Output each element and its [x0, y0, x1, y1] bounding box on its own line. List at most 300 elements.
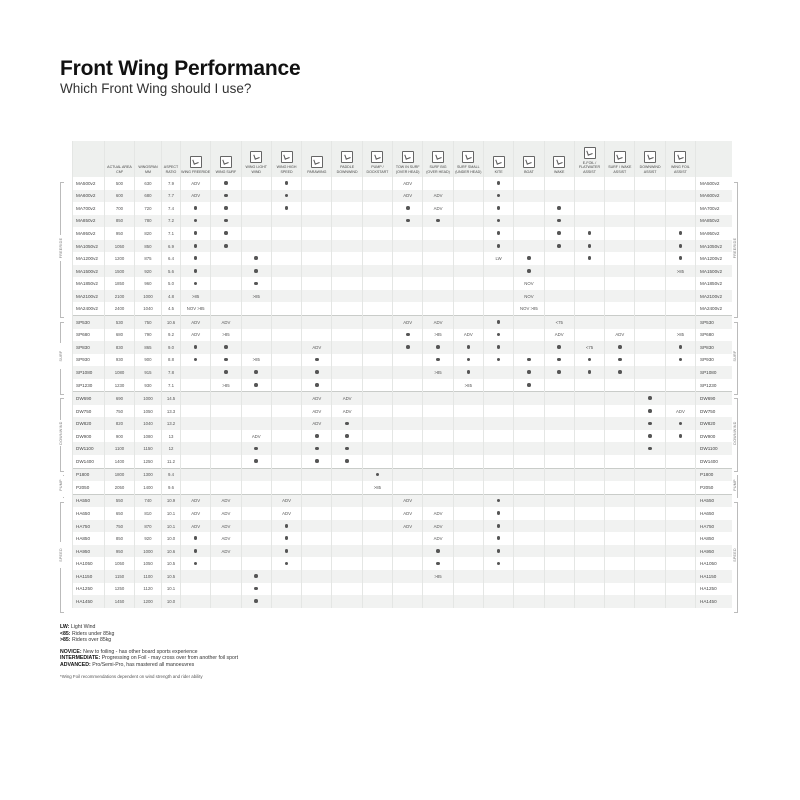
recommended-dot — [467, 370, 471, 374]
rating-cell — [393, 202, 423, 215]
rating-cell — [453, 494, 483, 507]
paddle-downwind-icon — [341, 151, 353, 163]
aspect-ratio: 10.1 — [162, 583, 181, 596]
rating-cell — [635, 366, 665, 379]
rating-cell — [241, 507, 271, 520]
kite-icon — [493, 156, 505, 168]
model-name-right: MA600v2 — [696, 190, 732, 203]
rating-cell — [574, 215, 604, 228]
rating-cell — [423, 468, 453, 481]
rating-cell — [181, 557, 211, 570]
model-name-right: MA1500v2 — [696, 265, 732, 278]
rating-cell — [574, 316, 604, 329]
rating-cell — [514, 442, 544, 455]
table-row — [73, 215, 732, 228]
model-name-right: MA950v2 — [696, 227, 732, 240]
wake-icon — [553, 156, 565, 168]
rating-cell — [605, 302, 635, 315]
rating-cell — [241, 329, 271, 342]
wingspan: 920 — [135, 532, 162, 545]
rating-cell — [302, 240, 332, 253]
rating-cell — [665, 595, 695, 608]
actual-area: 1050 — [105, 240, 135, 253]
spec-header: WINGSPAN MM — [135, 141, 162, 177]
discipline-label: SURF / WAKE ASSIST — [608, 165, 632, 174]
rating-cell — [393, 417, 423, 430]
rating-cell — [544, 240, 574, 253]
rating-cell — [393, 227, 423, 240]
actual-area: 530 — [105, 316, 135, 329]
rating-cell — [302, 430, 332, 443]
rating-cell: ADV — [393, 507, 423, 520]
rating-cell — [393, 265, 423, 278]
recommended-dot — [588, 244, 592, 248]
table-row — [73, 354, 732, 367]
rating-cell: ADV — [423, 520, 453, 533]
rating-cell — [211, 557, 241, 570]
rating-cell — [483, 265, 513, 278]
rating-cell — [241, 455, 271, 468]
model-name-right: P1800 — [696, 468, 732, 481]
model-name-right: P2050 — [696, 481, 732, 494]
rating-cell — [514, 341, 544, 354]
rating-cell — [393, 595, 423, 608]
rating-cell — [514, 354, 544, 367]
rating-cell — [271, 442, 301, 455]
rating-cell — [393, 545, 423, 558]
rating-cell — [574, 379, 604, 392]
recommended-dot — [679, 244, 683, 248]
rating-cell — [605, 557, 635, 570]
rating-cell — [605, 481, 635, 494]
aspect-ratio: 4.5 — [162, 302, 181, 315]
model-name-right: DW690 — [696, 392, 732, 405]
wingspan: 1000 — [135, 545, 162, 558]
recommended-dot — [254, 256, 258, 260]
rating-cell — [574, 442, 604, 455]
recommended-dot — [497, 194, 501, 198]
rating-cell — [181, 442, 211, 455]
model-name: HA950 — [73, 545, 105, 558]
rating-cell: >85 — [423, 329, 453, 342]
rating-cell — [181, 277, 211, 290]
rating-cell — [574, 494, 604, 507]
rating-cell — [605, 570, 635, 583]
wingspan: 790 — [135, 329, 162, 342]
rating-cell — [635, 595, 665, 608]
rating-cell — [665, 341, 695, 354]
table-row — [73, 329, 732, 342]
actual-area: 930 — [105, 354, 135, 367]
rating-cell — [362, 366, 392, 379]
rating-cell — [423, 215, 453, 228]
legend-text: Pro/Semi-Pro, has mastered all manoeuvres — [92, 661, 195, 668]
rating-cell — [665, 442, 695, 455]
rating-cell — [574, 366, 604, 379]
rating-cell — [514, 227, 544, 240]
rating-cell — [362, 595, 392, 608]
rating-cell — [423, 583, 453, 596]
rating-cell — [605, 532, 635, 545]
rating-cell — [362, 494, 392, 507]
rating-cell — [423, 557, 453, 570]
rating-cell — [241, 265, 271, 278]
recommended-dot — [527, 269, 531, 273]
rating-cell: NOV — [514, 290, 544, 303]
discipline-header — [362, 141, 392, 177]
recommended-dot — [648, 422, 652, 426]
rating-cell — [332, 583, 362, 596]
recommended-dot — [467, 345, 471, 349]
rating-cell — [271, 468, 301, 481]
recommended-dot — [406, 219, 410, 223]
wingspan: 1000 — [135, 290, 162, 303]
discipline-header — [211, 141, 241, 177]
rating-cell — [514, 430, 544, 443]
rating-cell — [271, 583, 301, 596]
table-row — [73, 481, 732, 494]
rating-cell — [423, 252, 453, 265]
discipline-label: WING HIGH SPEED — [276, 165, 297, 174]
rating-cell — [211, 405, 241, 418]
rating-cell: ADV — [393, 494, 423, 507]
rating-cell — [635, 532, 665, 545]
rating-cell — [241, 202, 271, 215]
recommended-dot — [406, 333, 410, 337]
rating-cell — [423, 379, 453, 392]
rating-cell — [211, 430, 241, 443]
rating-cell — [574, 545, 604, 558]
rating-cell — [393, 532, 423, 545]
rating-cell — [574, 202, 604, 215]
discipline-label: WING FOIL ASSIST — [671, 165, 690, 174]
rating-cell — [362, 468, 392, 481]
rating-cell — [635, 215, 665, 228]
discipline-label: TOW IN SURF (OVER HEAD) — [395, 165, 420, 174]
rating-cell — [544, 177, 574, 190]
legend-text: Progressing on Foil - may cross over from another foil sport — [101, 655, 239, 662]
rating-cell — [362, 329, 392, 342]
legend-key: NOVICE: — [60, 648, 82, 655]
rating-cell — [393, 302, 423, 315]
recommended-dot — [194, 219, 198, 223]
rating-cell — [665, 252, 695, 265]
rating-cell: ADV — [423, 507, 453, 520]
aspect-ratio: 13 — [162, 430, 181, 443]
rating-cell — [514, 557, 544, 570]
rating-cell — [362, 583, 392, 596]
discipline-label: PARAWING — [307, 169, 327, 174]
recommended-dot — [557, 345, 561, 349]
rating-cell — [332, 532, 362, 545]
rating-cell — [271, 532, 301, 545]
rating-cell — [544, 405, 574, 418]
wingspan: 750 — [135, 316, 162, 329]
model-name-right: MA1050v2 — [696, 240, 732, 253]
rating-cell — [393, 570, 423, 583]
rating-cell: ADV — [211, 520, 241, 533]
rating-cell — [332, 468, 362, 481]
rating-cell — [605, 417, 635, 430]
table-row — [73, 227, 732, 240]
recommended-dot — [497, 511, 501, 515]
rating-cell — [544, 252, 574, 265]
rating-cell — [302, 583, 332, 596]
rating-cell: ADV — [605, 329, 635, 342]
rating-cell — [271, 520, 301, 533]
rating-cell — [483, 481, 513, 494]
rating-cell — [635, 481, 665, 494]
aspect-ratio: 9.6 — [162, 481, 181, 494]
rating-cell — [332, 442, 362, 455]
rating-cell: ADV — [181, 494, 211, 507]
rating-cell — [605, 545, 635, 558]
recommended-dot — [588, 358, 592, 362]
model-name: HA1150 — [73, 570, 105, 583]
rating-cell — [483, 455, 513, 468]
model-name-right: DW1100 — [696, 442, 732, 455]
rating-cell — [271, 455, 301, 468]
rating-cell — [332, 329, 362, 342]
rating-cell — [332, 595, 362, 608]
wingspan: 1120 — [135, 583, 162, 596]
rating-cell — [271, 595, 301, 608]
rating-cell — [271, 190, 301, 203]
rating-cell — [271, 202, 301, 215]
rating-cell — [605, 354, 635, 367]
rating-cell — [241, 366, 271, 379]
rating-cell — [302, 290, 332, 303]
rating-cell — [665, 227, 695, 240]
rating-cell — [302, 595, 332, 608]
rating-cell — [453, 417, 483, 430]
rating-cell — [665, 494, 695, 507]
actual-area: 700 — [105, 202, 135, 215]
rating-cell — [241, 557, 271, 570]
rating-cell: ADV — [211, 507, 241, 520]
rating-cell — [453, 302, 483, 315]
discipline-header — [393, 141, 423, 177]
discipline-label: WING FREERIDE — [181, 169, 211, 174]
wingspan: 1200 — [135, 595, 162, 608]
recommended-dot — [497, 358, 501, 362]
rating-cell — [453, 405, 483, 418]
recommended-dot — [345, 422, 349, 426]
model-name-right: MA1200v2 — [696, 252, 732, 265]
rating-cell — [544, 366, 574, 379]
spec-header — [73, 141, 105, 177]
rating-cell: ADV — [211, 545, 241, 558]
rating-cell — [514, 595, 544, 608]
actual-area: 1050 — [105, 557, 135, 570]
wing-high-speed-icon — [281, 151, 293, 163]
rating-cell — [635, 520, 665, 533]
recommended-dot — [436, 345, 440, 349]
rating-cell — [453, 341, 483, 354]
recommended-dot — [557, 206, 561, 210]
rating-cell — [453, 392, 483, 405]
recommended-dot — [376, 473, 380, 477]
rating-cell — [514, 494, 544, 507]
rating-cell — [423, 341, 453, 354]
model-name: DW1400 — [73, 455, 105, 468]
discipline-label: SURF BIG (OVER HEAD) — [426, 165, 450, 174]
rating-cell — [332, 557, 362, 570]
rating-cell — [453, 595, 483, 608]
wingspan: 870 — [135, 520, 162, 533]
rating-cell: ADV — [544, 329, 574, 342]
rating-cell — [271, 405, 301, 418]
rating-cell — [605, 316, 635, 329]
rating-cell — [514, 455, 544, 468]
aspect-ratio: 11.2 — [162, 455, 181, 468]
rating-cell — [211, 481, 241, 494]
actual-area: 500 — [105, 177, 135, 190]
rating-cell — [332, 481, 362, 494]
rating-cell — [211, 202, 241, 215]
model-name: HA550 — [73, 494, 105, 507]
rating-cell — [544, 468, 574, 481]
wing-light-wind-icon — [250, 151, 262, 163]
rating-cell — [362, 190, 392, 203]
rating-cell — [271, 379, 301, 392]
rating-cell — [453, 240, 483, 253]
rating-cell — [635, 379, 665, 392]
wingspan: 960 — [135, 277, 162, 290]
rating-cell: ADV — [423, 316, 453, 329]
model-name-right: HA1150 — [696, 570, 732, 583]
rating-cell — [665, 190, 695, 203]
rating-cell — [423, 392, 453, 405]
discipline-header — [665, 141, 695, 177]
rating-cell — [302, 379, 332, 392]
model-name: HA1250 — [73, 583, 105, 596]
recommended-dot — [467, 358, 471, 362]
rating-cell — [665, 354, 695, 367]
rating-cell: >85 — [211, 329, 241, 342]
rating-cell — [241, 316, 271, 329]
rating-cell — [211, 341, 241, 354]
recommended-dot — [194, 206, 198, 210]
rating-cell — [453, 190, 483, 203]
rating-cell — [181, 468, 211, 481]
model-name-right: MA700v2 — [696, 202, 732, 215]
spec-header: ASPECT RATIO — [162, 141, 181, 177]
legend-key: <85: — [60, 630, 71, 637]
legend-text: New to foiling - has other board sports experience — [83, 648, 198, 655]
rating-cell — [211, 392, 241, 405]
rating-cell — [574, 557, 604, 570]
recommended-dot — [679, 358, 683, 362]
rating-cell — [574, 177, 604, 190]
rating-cell — [514, 379, 544, 392]
rating-cell — [665, 277, 695, 290]
rating-cell: ADV — [302, 405, 332, 418]
rating-cell: ADV — [393, 190, 423, 203]
section-label: PUMP — [59, 472, 63, 498]
rating-cell — [453, 570, 483, 583]
recommended-dot — [254, 383, 258, 387]
table-row — [73, 290, 732, 303]
recommended-dot — [315, 459, 319, 463]
rating-cell — [544, 494, 574, 507]
rating-cell — [665, 583, 695, 596]
rating-cell — [332, 507, 362, 520]
rating-cell: >85 — [665, 265, 695, 278]
recommended-dot — [618, 358, 622, 362]
rating-cell — [574, 532, 604, 545]
rating-cell — [544, 354, 574, 367]
model-name: MA1050v2 — [73, 240, 105, 253]
rating-cell — [453, 265, 483, 278]
recommended-dot — [497, 320, 501, 324]
rating-cell — [241, 227, 271, 240]
discipline-label: WING SURF — [215, 169, 237, 174]
rating-cell — [574, 583, 604, 596]
actual-area: 2100 — [105, 290, 135, 303]
rating-cell — [453, 354, 483, 367]
rating-cell — [665, 430, 695, 443]
rating-cell — [241, 532, 271, 545]
rating-cell — [453, 557, 483, 570]
table-row — [73, 277, 732, 290]
rating-cell — [332, 570, 362, 583]
wing-freeride-icon — [190, 156, 202, 168]
wingspan: 1040 — [135, 417, 162, 430]
rating-cell — [483, 277, 513, 290]
section-label: FREERIDE — [733, 235, 737, 261]
rating-cell — [181, 252, 211, 265]
actual-area: 1230 — [105, 379, 135, 392]
rating-cell — [483, 392, 513, 405]
rating-cell — [453, 545, 483, 558]
recommended-dot — [224, 194, 228, 198]
recommended-dot — [224, 370, 228, 374]
recommended-dot — [648, 447, 652, 451]
recommended-dot — [527, 383, 531, 387]
rating-cell — [544, 215, 574, 228]
recommended-dot — [497, 244, 501, 248]
wingspan: 1400 — [135, 481, 162, 494]
rating-cell — [393, 430, 423, 443]
recommended-dot — [254, 599, 258, 603]
recommended-dot — [588, 370, 592, 374]
rating-cell — [574, 252, 604, 265]
rating-cell — [362, 265, 392, 278]
rating-cell — [241, 481, 271, 494]
recommended-dot — [497, 524, 501, 528]
model-name-right: HA850 — [696, 532, 732, 545]
wingspan: 1080 — [135, 430, 162, 443]
rating-cell — [635, 455, 665, 468]
rating-cell — [635, 392, 665, 405]
table-row — [73, 405, 732, 418]
rating-cell — [665, 481, 695, 494]
rating-cell — [574, 417, 604, 430]
rating-cell — [605, 190, 635, 203]
rating-cell — [271, 417, 301, 430]
rating-cell — [393, 277, 423, 290]
rating-cell — [393, 252, 423, 265]
surf-wake-assist-icon — [614, 151, 626, 163]
rating-cell — [665, 240, 695, 253]
rating-cell — [362, 316, 392, 329]
rating-cell — [362, 302, 392, 315]
model-name-right: HA950 — [696, 545, 732, 558]
rating-cell — [665, 392, 695, 405]
rating-cell — [423, 595, 453, 608]
rating-cell — [362, 215, 392, 228]
